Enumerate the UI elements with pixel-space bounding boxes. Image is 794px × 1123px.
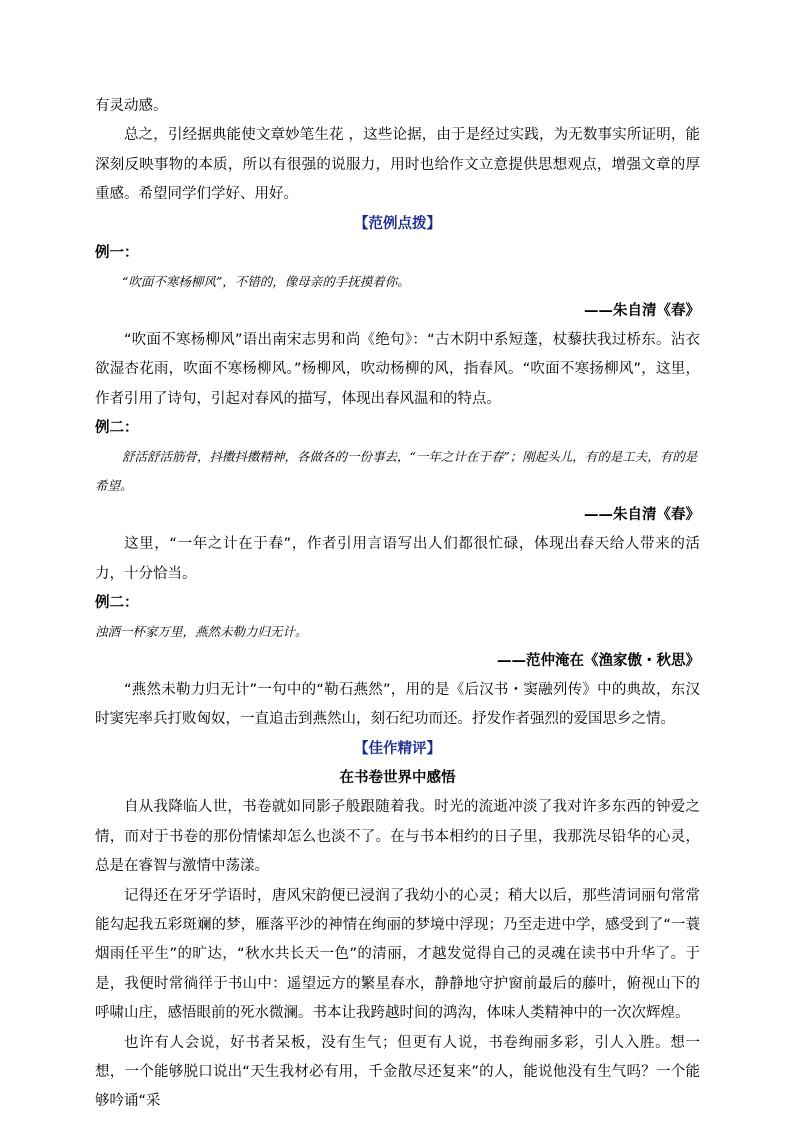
- essay-paragraph-2: 记得还在牙牙学语时，唐风宋韵便已浸润了我幼小的心灵；稍大以后，那些清词丽句常常能勾起我五彩斑斓的梦，雁落平沙的神情在绚丽的梦境中浮现；乃至走进中学，感受到了“一蓑烟雨任平生”的旷达，“秋水共长天一色”的清丽，才越发觉得自己的灵魂在读书中升华了。于是，我便时常徜徉于书山中：遥望远方的繁星春水，静静地守护窗前最后的藤叶，俯视山下的呼啸山庄，感悟眼前的死水微澜。书本让我跨越时间的鸿沟，体味人类精神中的一次次辉煌。: [95, 887, 700, 1022]
- intro-continuation: 有灵动感。: [95, 98, 168, 114]
- example-2-source: ——朱自清《春》: [584, 507, 700, 524]
- essay-title: 在书卷世界中感悟: [339, 770, 456, 787]
- example-3-source: ——范仲淹在《渔家傲・秋思》: [497, 653, 700, 670]
- essay-paragraph-3: 也许有人会说，好书者呆板，没有生气；但更有人说，书卷绚丽多彩，引人入胜。想一想，一个能够脱口说出“天生我材必有用，千金散尽还复来”的人，能说他没有生气吗？一个能够吟诵“采: [95, 1034, 700, 1110]
- document-page: [95, 92, 700, 1117]
- example-1-quote: “吹面不寒杨柳风”，不错的，像母亲的手抚摸着你。: [122, 274, 410, 290]
- example-3-analysis: “燕然未勒力归无计”一句中的“勒石燕然”，用的是《后汉书・窦融列传》中的典故，东汉时窦宪率兵打败匈奴，一直追击到燕然山，刻石纪功而还。抒发作者强烈的爱国思乡之情。: [95, 682, 700, 728]
- summary-paragraph: 总之，引经据典能使文章妙笔生花 ，这些论据，由于是经过实践，为无数事实所证明，能深刻反映事物的本质，所以有很强的说服力，用时也给作文立意提供思想观点，增强文章的厚重感。希望同学们学好、用好。: [95, 127, 700, 203]
- examples-section-heading: 【范例点拨】: [354, 215, 441, 232]
- example-3-label: 例二：: [95, 595, 139, 612]
- example-1-analysis: “吹面不寒杨柳风”语出南宋志男和尚《绝句》：“古木阴中系短蓬，杖藜扶我过桥东。沾衣欲湿杏花雨，吹面不寒杨柳风。”杨柳风，吹动杨柳的风，指春风。“吹面不寒扬柳风”，这里，作者引用了诗句，引起对春风的描写，体现出春风温和的特点。: [95, 332, 700, 407]
- example-2-quote: 舒活舒活筋骨，抖擞抖擞精神，各做各的一份事去，“一年之计在于春”；刚起头儿，有的是工夫，有的是希望。: [95, 449, 698, 494]
- example-1-label: 例一：: [95, 245, 139, 262]
- essay-paragraph-1: 自从我降临人世，书卷就如同影子般跟随着我。时光的流逝冲淡了我对许多东西的钟爱之情，而对于书卷的那份情愫却怎么也淡不了。在与书本相约的日子里，我那洗尽铅华的心灵，总是在睿智与激情中荡漾。: [95, 799, 700, 875]
- example-3-quote: 浊酒一杯家万里，燕然未勒力归无计。: [95, 624, 308, 640]
- essay-section-heading: 【佳作精评】: [354, 740, 441, 757]
- example-2-analysis: 这里，“一年之计在于春”，作者引用言语写出人们都很忙碌，体现出春天给人带来的活力，十分恰当。: [95, 536, 700, 582]
- example-1-source: ——朱自清《春》: [584, 303, 700, 320]
- example-2-label: 例二：: [95, 420, 139, 437]
